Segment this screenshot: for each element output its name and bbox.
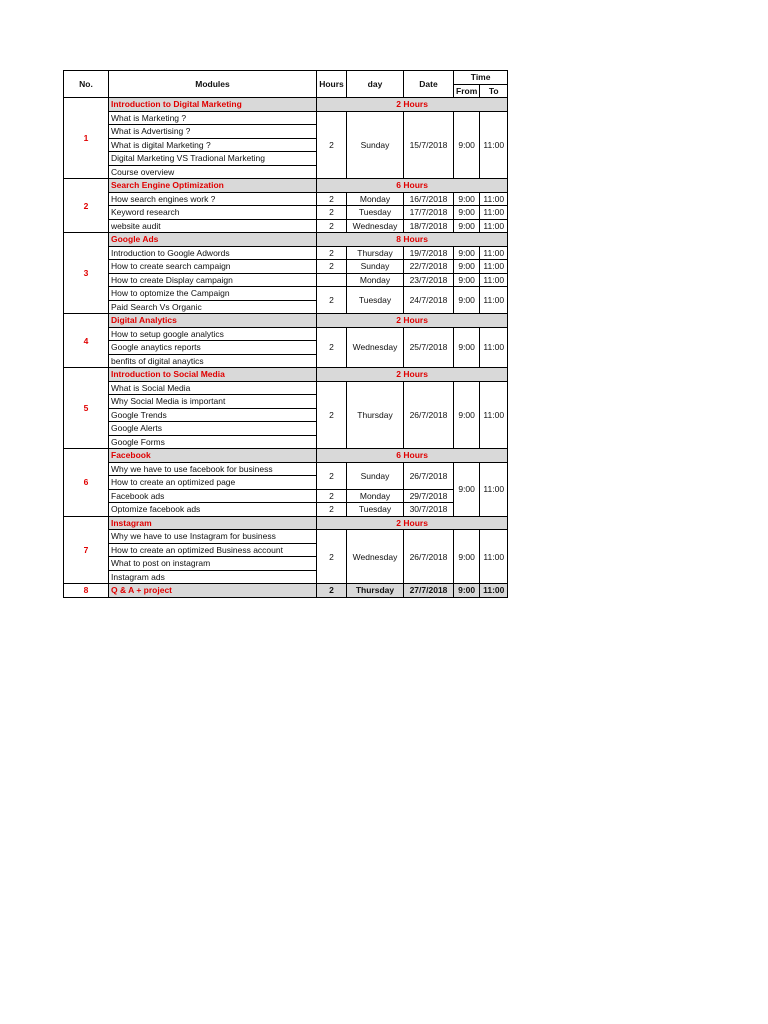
- hours-cell: 2: [317, 287, 347, 314]
- table-row: [64, 219, 508, 233]
- topic-cell: What to post on instagram: [109, 557, 317, 571]
- hours-cell: 2: [317, 260, 347, 274]
- module-8-row: [64, 584, 508, 598]
- table-row: [64, 327, 508, 341]
- module-duration: 8 Hours: [317, 233, 508, 247]
- hours-cell: 2: [317, 530, 347, 584]
- day-cell: Thursday: [347, 246, 404, 260]
- from-cell: 9:00: [454, 462, 480, 516]
- topic-cell: website audit: [109, 219, 317, 233]
- from-cell: 9:00: [454, 273, 480, 287]
- date-cell: 26/7/2018: [404, 530, 454, 584]
- module-title: Introduction to Social Media: [109, 368, 317, 382]
- hours-cell: 2: [317, 219, 347, 233]
- topic-cell: benfits of digital anaytics: [109, 354, 317, 368]
- day-cell: Monday: [347, 273, 404, 287]
- module-2-title-row: [64, 179, 508, 193]
- topic-cell: What is Advertising ?: [109, 125, 317, 139]
- topic-cell: Paid Search Vs Organic: [109, 300, 317, 314]
- topic-cell: How search engines work ?: [109, 192, 317, 206]
- table-row: [64, 206, 508, 220]
- topic-cell: How to create search campaign: [109, 260, 317, 274]
- module-3-title-row: [64, 233, 508, 247]
- hours-cell: 2: [317, 584, 347, 598]
- topic-cell: How to create an optimized Business account: [109, 543, 317, 557]
- hours-cell: 2: [317, 462, 347, 489]
- table-row: [64, 287, 508, 301]
- from-cell: 9:00: [454, 246, 480, 260]
- date-cell: 16/7/2018: [404, 192, 454, 206]
- from-cell: 9:00: [454, 206, 480, 220]
- topic-cell: Introduction to Google Adwords: [109, 246, 317, 260]
- from-cell: 9:00: [454, 219, 480, 233]
- module-title: Introduction to Digital Marketing: [109, 98, 317, 112]
- header-hours: Hours: [317, 71, 347, 98]
- from-cell: 9:00: [454, 381, 480, 449]
- table-row: [64, 530, 508, 544]
- module-number: 8: [64, 584, 109, 598]
- module-title: Search Engine Optimization: [109, 179, 317, 193]
- to-cell: 11:00: [480, 287, 508, 314]
- table-row: [64, 246, 508, 260]
- day-cell: Sunday: [347, 260, 404, 274]
- module-5-title-row: [64, 368, 508, 382]
- header-from: From: [454, 84, 480, 98]
- module-number: 2: [64, 179, 109, 233]
- date-cell: 30/7/2018: [404, 503, 454, 517]
- topic-cell: Google Alerts: [109, 422, 317, 436]
- topic-cell: Why we have to use Instagram for business: [109, 530, 317, 544]
- to-cell: 11:00: [480, 273, 508, 287]
- table-row: [64, 489, 508, 503]
- to-cell: 11:00: [480, 206, 508, 220]
- to-cell: 11:00: [480, 584, 508, 598]
- table-row: [64, 260, 508, 274]
- module-title: Google Ads: [109, 233, 317, 247]
- module-number: 4: [64, 314, 109, 368]
- to-cell: 11:00: [480, 530, 508, 584]
- from-cell: 9:00: [454, 584, 480, 598]
- table-row: [64, 503, 508, 517]
- topic-cell: Digital Marketing VS Tradional Marketing: [109, 152, 317, 166]
- module-7-title-row: [64, 516, 508, 530]
- topic-cell: Google Trends: [109, 408, 317, 422]
- hours-cell: 2: [317, 206, 347, 220]
- from-cell: 9:00: [454, 327, 480, 368]
- header-day: day: [347, 71, 404, 98]
- hours-cell: 2: [317, 111, 347, 179]
- header-to: To: [480, 84, 508, 98]
- to-cell: 11:00: [480, 219, 508, 233]
- header-no: No.: [64, 71, 109, 98]
- module-number: 1: [64, 98, 109, 179]
- table-row: [64, 462, 508, 476]
- from-cell: 9:00: [454, 260, 480, 274]
- to-cell: 11:00: [480, 246, 508, 260]
- topic-cell: How to optomize the Campaign: [109, 287, 317, 301]
- module-duration: 2 Hours: [317, 314, 508, 328]
- date-cell: 29/7/2018: [404, 489, 454, 503]
- topic-cell: Google Forms: [109, 435, 317, 449]
- module-6-title-row: [64, 449, 508, 463]
- hours-cell: 2: [317, 489, 347, 503]
- topic-cell: Why we have to use facebook for business: [109, 462, 317, 476]
- date-cell: 26/7/2018: [404, 462, 454, 489]
- to-cell: 11:00: [480, 327, 508, 368]
- module-number: 6: [64, 449, 109, 517]
- table-row: [64, 381, 508, 395]
- date-cell: 19/7/2018: [404, 246, 454, 260]
- topic-cell: What is digital Marketing ?: [109, 138, 317, 152]
- day-cell: Monday: [347, 192, 404, 206]
- module-duration: 6 Hours: [317, 449, 508, 463]
- header-date: Date: [404, 71, 454, 98]
- topic-cell: What is Marketing ?: [109, 111, 317, 125]
- day-cell: Wednesday: [347, 530, 404, 584]
- date-cell: 22/7/2018: [404, 260, 454, 274]
- day-cell: Tuesday: [347, 503, 404, 517]
- day-cell: Wednesday: [347, 327, 404, 368]
- module-title: Q & A + project: [109, 584, 317, 598]
- topic-cell: Optomize facebook ads: [109, 503, 317, 517]
- topic-cell: Course overview: [109, 165, 317, 179]
- hours-cell: 2: [317, 503, 347, 517]
- date-cell: 25/7/2018: [404, 327, 454, 368]
- day-cell: Tuesday: [347, 287, 404, 314]
- module-number: 3: [64, 233, 109, 314]
- hours-cell: 2: [317, 192, 347, 206]
- table-row: [64, 273, 508, 287]
- topic-cell: How to setup google analytics: [109, 327, 317, 341]
- day-cell: Thursday: [347, 381, 404, 449]
- date-cell: 18/7/2018: [404, 219, 454, 233]
- module-title: Digital Analytics: [109, 314, 317, 328]
- module-duration: 2 Hours: [317, 516, 508, 530]
- topic-cell: Why Social Media is important: [109, 395, 317, 409]
- to-cell: 11:00: [480, 260, 508, 274]
- topic-cell: Keyword research: [109, 206, 317, 220]
- to-cell: 11:00: [480, 192, 508, 206]
- table-row: [64, 111, 508, 125]
- module-number: 7: [64, 516, 109, 584]
- topic-cell: Instagram ads: [109, 570, 317, 584]
- to-cell: 11:00: [480, 381, 508, 449]
- module-duration: 2 Hours: [317, 98, 508, 112]
- date-cell: 24/7/2018: [404, 287, 454, 314]
- day-cell: Tuesday: [347, 206, 404, 220]
- day-cell: Monday: [347, 489, 404, 503]
- to-cell: 11:00: [480, 462, 508, 516]
- to-cell: 11:00: [480, 111, 508, 179]
- module-number: 5: [64, 368, 109, 449]
- from-cell: 9:00: [454, 111, 480, 179]
- module-1-title-row: [64, 98, 508, 112]
- date-cell: 17/7/2018: [404, 206, 454, 220]
- module-title: Instagram: [109, 516, 317, 530]
- date-cell: 15/7/2018: [404, 111, 454, 179]
- from-cell: 9:00: [454, 192, 480, 206]
- header-modules: Modules: [109, 71, 317, 98]
- hours-cell: 2: [317, 246, 347, 260]
- topic-cell: Google anaytics reports: [109, 341, 317, 355]
- from-cell: 9:00: [454, 530, 480, 584]
- from-cell: 9:00: [454, 287, 480, 314]
- module-duration: 6 Hours: [317, 179, 508, 193]
- date-cell: 23/7/2018: [404, 273, 454, 287]
- table-row: [64, 192, 508, 206]
- date-cell: 26/7/2018: [404, 381, 454, 449]
- module-4-title-row: [64, 314, 508, 328]
- module-duration: 2 Hours: [317, 368, 508, 382]
- day-cell: Sunday: [347, 462, 404, 489]
- schedule-table: [63, 70, 508, 598]
- day-cell: Wednesday: [347, 219, 404, 233]
- day-cell: Thursday: [347, 584, 404, 598]
- topic-cell: How to create an optimized page: [109, 476, 317, 490]
- hours-cell: 2: [317, 327, 347, 368]
- date-cell: 27/7/2018: [404, 584, 454, 598]
- header-time: Time: [454, 71, 508, 85]
- hours-cell: [317, 273, 347, 287]
- module-title: Facebook: [109, 449, 317, 463]
- topic-cell: What is Social Media: [109, 381, 317, 395]
- hours-cell: 2: [317, 381, 347, 449]
- topic-cell: How to create Display campaign: [109, 273, 317, 287]
- topic-cell: Facebook ads: [109, 489, 317, 503]
- day-cell: Sunday: [347, 111, 404, 179]
